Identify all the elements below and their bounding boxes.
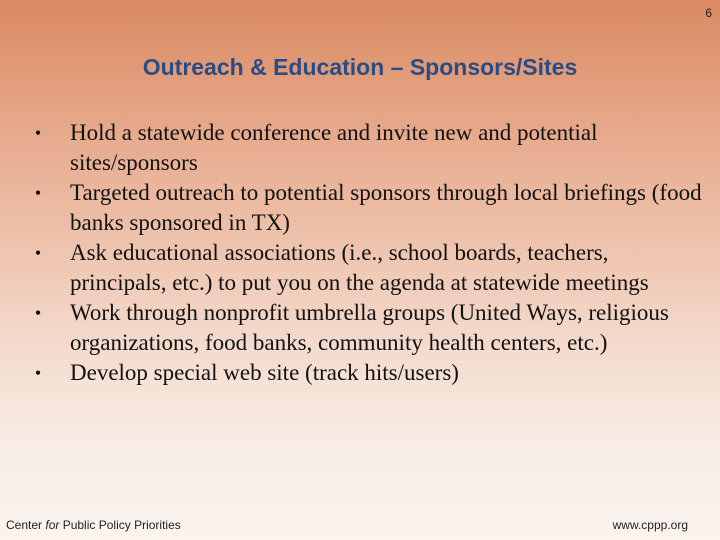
bullet-item <box>28 178 708 238</box>
bullet-mark: • <box>34 123 42 143</box>
slide-title: Outreach & Education – Sponsors/Sites <box>142 54 578 80</box>
bullet-text: Targeted outreach to potential sponsors through local briefings (food banks sponsored in TX) <box>70 180 702 235</box>
bullet-mark: • <box>34 303 42 323</box>
bullet-text: Work through nonprofit umbrella groups (United Ways, religious organizations, food banks, community health centers, etc.) <box>70 300 669 355</box>
bullet-item <box>28 118 708 178</box>
footer-org-part2: Public Policy Priorities <box>59 518 181 532</box>
footer-url: www.cppp.org <box>612 518 688 532</box>
footer-organization <box>6 518 181 532</box>
bullet-item <box>28 358 708 388</box>
bullet-list <box>28 118 708 388</box>
bullet-text: Ask educational associations (i.e., school boards, teachers, principals, etc.) to put you on the agenda at statewide meetings <box>70 240 649 295</box>
bullet-mark: • <box>34 183 42 203</box>
bullet-text: Hold a statewide conference and invite new and potential sites/sponsors <box>70 120 598 175</box>
bullet-item <box>28 238 708 298</box>
bullet-mark: • <box>34 243 42 263</box>
bullet-item <box>28 298 708 358</box>
slide-number: 6 <box>705 6 712 20</box>
footer-org-part1: Center <box>6 518 46 532</box>
footer-org-italic: for <box>45 518 60 532</box>
bullet-text: Develop special web site (track hits/users) <box>70 360 459 385</box>
bullet-mark: • <box>34 363 42 383</box>
